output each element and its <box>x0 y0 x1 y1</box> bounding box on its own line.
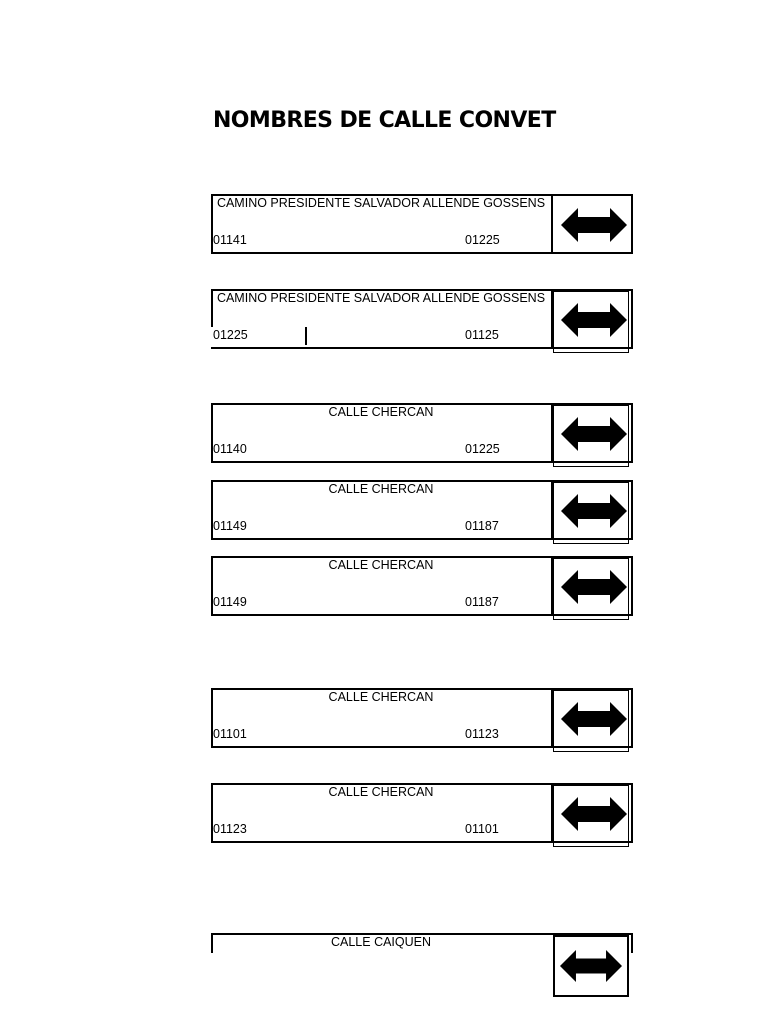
arrow-panel <box>551 556 633 616</box>
number-from: 01101 <box>213 727 247 741</box>
street-name: CALLE CHERCAN <box>328 690 434 704</box>
number-to: 01101 <box>465 822 499 836</box>
double-arrow-icon <box>561 492 627 530</box>
arrow-panel <box>551 289 633 349</box>
street-sign <box>211 480 633 538</box>
number-to: 01187 <box>465 519 499 533</box>
street-name: CALLE CHERCAN <box>328 405 434 419</box>
street-sign <box>211 933 633 991</box>
number-from: 01149 <box>213 595 247 609</box>
number-from: 01123 <box>213 822 247 836</box>
street-name: CALLE CHERCAN <box>328 558 434 572</box>
double-arrow-icon <box>560 948 622 984</box>
double-arrow-icon <box>561 568 627 606</box>
arrow-panel <box>553 935 629 997</box>
arrow-panel <box>551 403 633 463</box>
street-sign <box>211 688 633 746</box>
street-sign <box>211 403 633 461</box>
street-name: CALLE CAIQUEN <box>330 935 432 949</box>
double-arrow-icon <box>561 206 627 244</box>
number-to: 01225 <box>465 233 500 247</box>
street-sign <box>211 556 633 614</box>
street-name: CAMINO PRESIDENTE SALVADOR ALLENDE GOSSENS <box>216 196 546 210</box>
street-name: CALLE CHERCAN <box>328 785 434 799</box>
number-from: 01141 <box>213 233 247 247</box>
frame-tick <box>305 327 307 345</box>
number-from: 01140 <box>213 442 247 456</box>
number-to: 01225 <box>465 442 500 456</box>
double-arrow-icon <box>561 301 627 339</box>
page-title: NOMBRES DE CALLE CONVET <box>213 108 556 133</box>
number-to: 01123 <box>465 727 499 741</box>
double-arrow-icon <box>561 795 627 833</box>
street-sign <box>211 783 633 841</box>
number-to: 01187 <box>465 595 499 609</box>
street-name: CALLE CHERCAN <box>328 482 434 496</box>
arrow-panel <box>551 783 633 843</box>
arrow-panel <box>551 688 633 748</box>
street-sign <box>211 289 633 347</box>
number-from: 01225 <box>213 328 248 342</box>
double-arrow-icon <box>561 700 627 738</box>
street-sign <box>211 194 633 252</box>
frame-edge <box>631 933 633 953</box>
street-name: CAMINO PRESIDENTE SALVADOR ALLENDE GOSSENS <box>216 291 546 305</box>
number-to: 01125 <box>465 328 499 342</box>
number-from: 01149 <box>213 519 247 533</box>
arrow-panel <box>551 480 633 540</box>
arrow-panel <box>551 194 633 254</box>
double-arrow-icon <box>561 415 627 453</box>
